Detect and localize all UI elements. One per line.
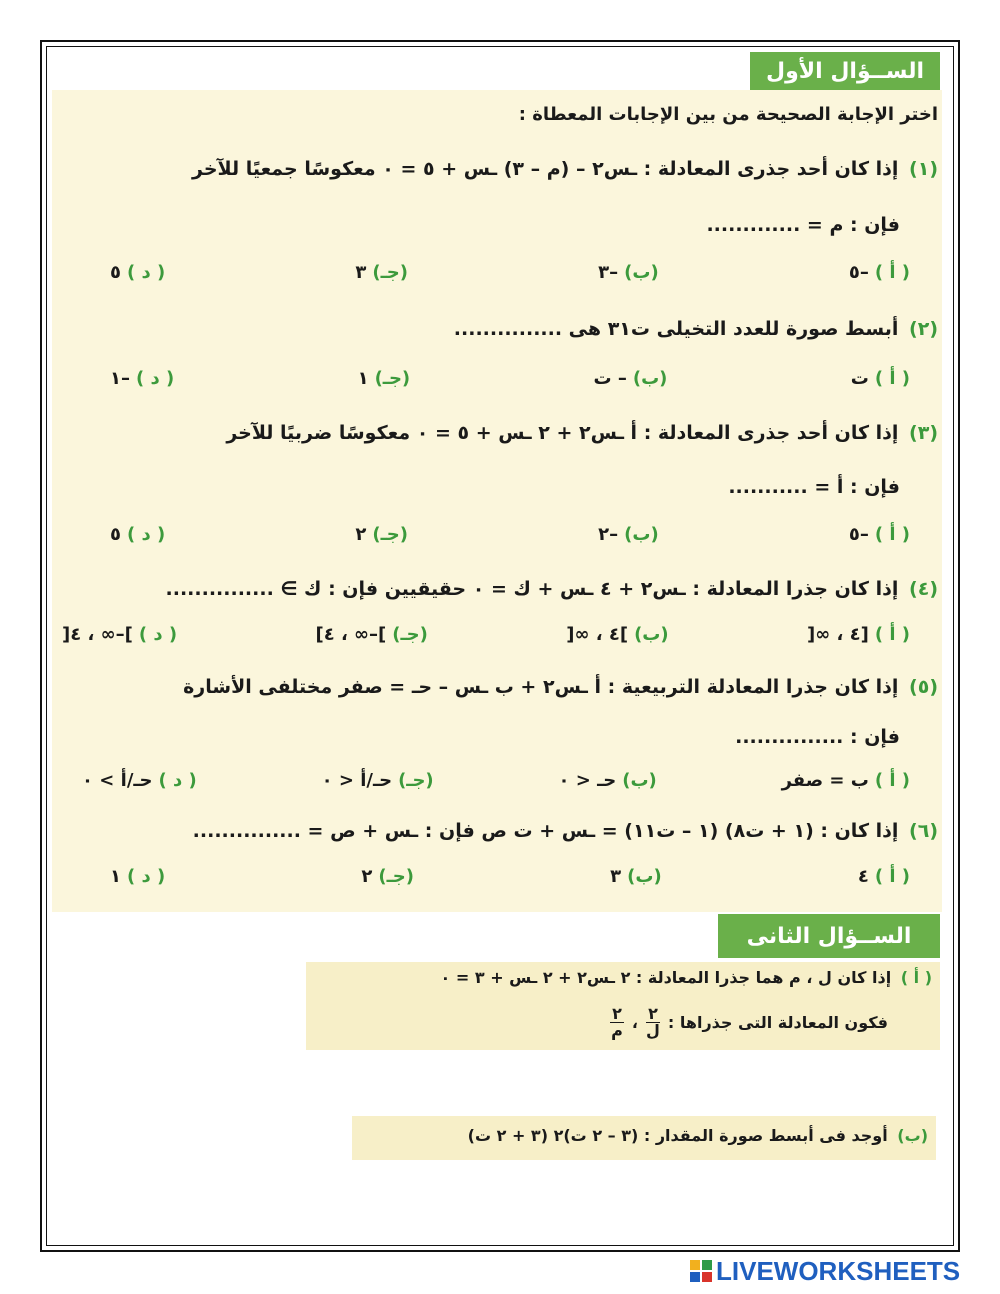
part-a-line2: فكون المعادلة التى جذراها :: [667, 1013, 888, 1032]
item-3-number: (٣): [909, 422, 938, 444]
item-3-options: [110, 524, 910, 545]
option-b[interactable]: (ب) – ت: [593, 368, 668, 389]
option-a[interactable]: ( أ ) ٤: [857, 866, 910, 887]
fraction-2-over-m: ٢ م: [611, 1004, 623, 1040]
option-d[interactable]: ( د ) ]–∞ ، ٤[: [62, 624, 178, 645]
question-one-title: الســؤال الأول: [766, 58, 924, 84]
part-a-label: ( أ ): [900, 968, 932, 987]
item-5-text: [183, 676, 938, 698]
item-1-options: [110, 262, 910, 283]
option-c[interactable]: (جـ) ١: [357, 368, 411, 389]
option-c[interactable]: (جـ) ]–∞ ، ٤]: [315, 624, 428, 645]
item-2-number: (٢): [909, 318, 938, 340]
option-c[interactable]: (جـ) حـ/أ < ٠: [321, 770, 434, 791]
item-2-text: [454, 318, 938, 340]
part-a-line1: إذا كان ل ، م هما جذرا المعادلة : ٢ ـس٢ + ٢ ـس + ٣ = ٠: [440, 968, 892, 987]
option-c[interactable]: (جـ) ٢: [361, 866, 414, 887]
item-3-question: إذا كان أحد جذرى المعادلة : أ ـس٢ + ٢ ـس + ٥ = ٠ معكوسًا ضربيًا للآخر: [226, 422, 899, 444]
fraction-2-over-l: ٢ ل: [646, 1004, 660, 1040]
item-4-options: [62, 624, 910, 645]
option-a[interactable]: ( أ ) ت: [850, 368, 910, 389]
item-1-line2: فإن : م = .............: [706, 214, 900, 236]
item-6-text: [193, 820, 938, 842]
option-b[interactable]: (ب) ٣: [610, 866, 662, 887]
item-3-text: [226, 422, 938, 444]
item-2-question: أبسط صورة للعدد التخيلى ت٣١ هى ...............: [453, 318, 899, 340]
question-two-header: [718, 914, 940, 958]
option-d[interactable]: ( د ) –١: [110, 368, 175, 389]
item-5-line2: فإن : ...............: [735, 726, 900, 748]
logo-text: LIVEWORKSHEETS: [716, 1255, 961, 1286]
item-6-options: [110, 866, 910, 887]
item-1-question: إذا كان أحد جذرى المعادلة : ـس٢ – (م – ٣) ـس + ٥ = ٠ معكوسًا جمعيًا للآخر: [192, 158, 899, 180]
item-3-line2: فإن : أ = ...........: [728, 476, 900, 498]
part-b-label: (ب): [897, 1126, 928, 1145]
logo-icon: [690, 1260, 712, 1282]
option-c[interactable]: (جـ) ٢: [355, 524, 408, 545]
option-d[interactable]: ( د ) ٥: [110, 524, 166, 545]
question-two-title: الســؤال الثانى: [746, 923, 912, 949]
option-a[interactable]: ( أ ) –٥: [848, 262, 910, 283]
item-1-number: (١): [909, 158, 938, 180]
option-b[interactable]: (ب) حـ < ٠: [558, 770, 657, 791]
item-5-number: (٥): [909, 676, 938, 698]
item-6-question: إذا كان : (١ + ت٨) (١ – ت١١) = ـس + ت ص فإن : ـس + ص = ...............: [192, 820, 899, 842]
option-a[interactable]: ( أ ) –٥: [848, 524, 910, 545]
option-c[interactable]: (جـ) ٣: [355, 262, 408, 283]
option-b[interactable]: (ب) –٣: [598, 262, 659, 283]
item-4-question: إذا كان جذرا المعادلة : ـس٢ + ٤ ـس + ك = ٠ حقيقيين فإن : ك ∋ ...............: [165, 578, 899, 600]
item-4-text: [166, 578, 938, 600]
option-d[interactable]: ( د ) حـ/أ > ٠: [82, 770, 197, 791]
option-b[interactable]: (ب) ]٤ ، ∞[: [566, 624, 669, 645]
item-6-number: (٦): [909, 820, 938, 842]
option-a[interactable]: ( أ ) [٤ ، ∞[: [807, 624, 910, 645]
item-4-number: (٤): [909, 578, 938, 600]
option-d[interactable]: ( د ) ٥: [110, 262, 166, 283]
option-b[interactable]: (ب) –٢: [598, 524, 659, 545]
liveworksheets-logo: [690, 1257, 960, 1285]
item-2-options: [110, 368, 910, 389]
item-5-question: إذا كان جذرا المعادلة التربيعية : أ ـس٢ + ب ـس – حـ = صفر مختلفى الأشارة: [183, 676, 899, 698]
item-1-text: [192, 158, 938, 180]
item-5-options: [82, 770, 910, 791]
part-a-box: ( أ ) إذا كان ل ، م هما جذرا المعادلة : ٢ ـس٢ + ٢ ـس + ٣ = ٠ فكون المعادلة التى جذراها : ٢ ل ، ٢ م: [306, 962, 940, 1050]
part-b-text: أوجد فى أبسط صورة المقدار : (٣ – ٢ ت)٢ (٣ + ٢ ت): [467, 1126, 888, 1145]
option-a[interactable]: ( أ ) ب = صفر: [781, 770, 910, 791]
part-b-box: [352, 1116, 936, 1160]
question-one-header: [750, 52, 940, 90]
instruction: اختر الإجابة الصحيحة من بين الإجابات المعطاة :: [518, 104, 938, 125]
option-d[interactable]: ( د ) ١: [110, 866, 166, 887]
